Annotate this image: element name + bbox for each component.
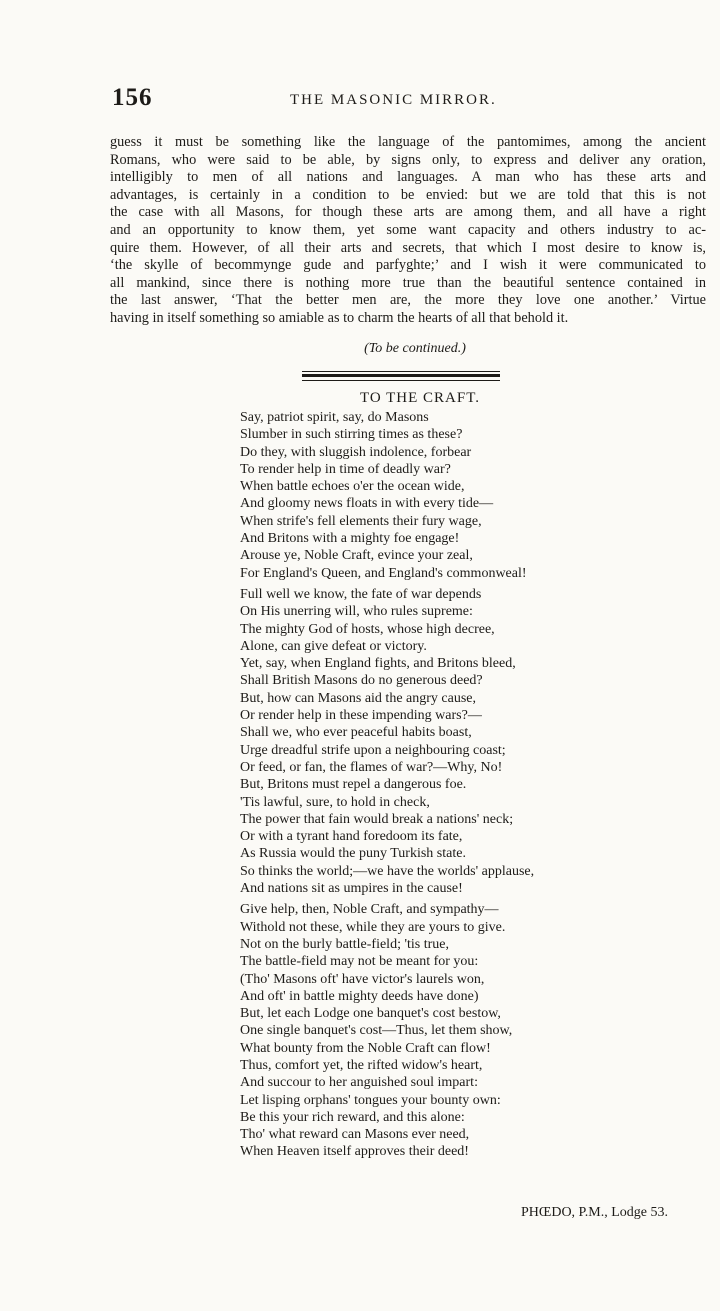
poem-line: And Britons with a mighty foe engage! xyxy=(240,531,460,547)
poem-line: Thus, comfort yet, the rifted widow's heart, xyxy=(240,1057,483,1073)
section-divider-thin-bottom xyxy=(302,380,500,381)
poem-line: Slumber in such stirring times as these? xyxy=(240,427,463,443)
page-number: 156 xyxy=(112,84,153,111)
poem-line: But, Britons must repel a dangerous foe. xyxy=(240,777,467,793)
poem-line: The power that fain would break a nations' neck; xyxy=(240,811,514,827)
poem-line: And nations sit as umpires in the cause! xyxy=(240,881,463,897)
poem-line: To render help in time of deadly war? xyxy=(240,461,451,477)
poem-line: 'Tis lawful, sure, to hold in check, xyxy=(240,794,430,810)
prose-line: Romans, who were said to be able, by signs only, to express and deliver any oration, xyxy=(110,151,706,168)
prose-line: having in itself something so amiable as to charm the hearts of all that behold it. xyxy=(110,309,569,326)
poem-line: On His unerring will, who rules supreme: xyxy=(240,604,473,620)
section-divider-thin-top xyxy=(302,371,500,372)
prose-line: guess it must be something like the language of the pantomimes, among the ancient xyxy=(110,134,706,150)
poem-line: The battle-field may not be meant for you: xyxy=(240,954,479,970)
poem-line: Or feed, or fan, the flames of war?—Why, No! xyxy=(240,759,503,775)
prose-line: ‘the skylle of becommynge gude and parfyghte;’ and I wish it were communicated to xyxy=(110,257,706,274)
poem-line: But, how can Masons aid the angry cause, xyxy=(240,690,476,706)
poem-body xyxy=(240,409,680,1161)
poem-line: Be this your rich reward, and this alone: xyxy=(240,1109,465,1125)
prose-line: the last answer, ‘That the better men are, the more they love one another.’ Virtue xyxy=(110,292,706,309)
section-divider-thick xyxy=(302,374,500,377)
poem-line: Not on the burly battle-field; 'tis true, xyxy=(240,936,449,952)
poem-line: Or with a tyrant hand foredoom its fate, xyxy=(240,829,463,845)
poem-line: Do they, with sluggish indolence, forbear xyxy=(240,444,472,460)
poem-line: And gloomy news floats in with every tide— xyxy=(240,496,494,512)
prose-line: quire them. However, of all their arts and secrets, that which I most desire to know is, xyxy=(110,239,706,256)
continued-note: (To be continued.) xyxy=(364,341,466,356)
poem-line: (Tho' Masons oft' have victor's laurels won, xyxy=(240,971,485,987)
poem-line: Or render help in these impending wars?— xyxy=(240,708,482,724)
prose-line: the case with all Masons, for though these arts are among them, and all have a right xyxy=(110,204,706,221)
poem-line: When strife's fell elements their fury wage, xyxy=(240,513,482,529)
poem-signature: PHŒDO, P.M., Lodge 53. xyxy=(520,1205,668,1220)
poem-line: Give help, then, Noble Craft, and sympathy— xyxy=(240,902,499,918)
poem-line: When battle echoes o'er the ocean wide, xyxy=(240,479,465,495)
poem-line: Arouse ye, Noble Craft, evince your zeal, xyxy=(240,548,473,564)
poem-line: Shall we, who ever peaceful habits boast, xyxy=(240,725,472,741)
poem-line: But, let each Lodge one banquet's cost bestow, xyxy=(240,1006,501,1022)
poem-line: For England's Queen, and England's commonweal! xyxy=(240,565,527,581)
poem-line: As Russia would the puny Turkish state. xyxy=(240,846,466,862)
poem-line: Say, patriot spirit, say, do Masons xyxy=(240,410,429,425)
poem-line: Full well we know, the fate of war depends xyxy=(240,586,482,602)
poem-line: When Heaven itself approves their deed! xyxy=(240,1144,469,1160)
prose-line: all mankind, since there is nothing more true than the beautiful sentence contained in xyxy=(110,274,706,291)
poem-line: And oft' in battle mighty deeds have done) xyxy=(240,988,479,1004)
running-title: THE MASONIC MIRROR. xyxy=(290,92,497,108)
prose-line: and an opportunity to know them, yet some want capacity and others industry to ac- xyxy=(110,221,706,238)
poem-line: Tho' what reward can Masons ever need, xyxy=(240,1127,470,1143)
poem-line: So thinks the world;—we have the worlds' applause, xyxy=(240,863,535,879)
prose-paragraph xyxy=(110,134,706,328)
poem-line: One single banquet's cost—Thus, let them show, xyxy=(240,1023,513,1039)
prose-line: advantages, is certainly in a condition to be envied: but we are told that this is not xyxy=(110,186,706,203)
poem-line: And succour to her anguished soul impart: xyxy=(240,1075,478,1091)
poem-line: Let lisping orphans' tongues your bounty own: xyxy=(240,1092,501,1108)
poem-line: The mighty God of hosts, whose high decree, xyxy=(240,621,495,637)
poem-line: What bounty from the Noble Craft can flow! xyxy=(240,1040,491,1056)
poem-title: TO THE CRAFT. xyxy=(359,390,481,406)
poem-line: Urge dreadful strife upon a neighbouring coast; xyxy=(240,742,506,758)
poem-line: Yet, say, when England fights, and Britons bleed, xyxy=(240,656,516,672)
poem-line: Shall British Masons do no generous deed? xyxy=(240,673,483,689)
poem-line: Alone, can give defeat or victory. xyxy=(240,638,427,654)
page-header xyxy=(0,84,720,114)
prose-line: intelligibly to men of all nations and languages. A man who has these arts and xyxy=(110,169,706,186)
poem-line: Withold not these, while they are yours to give. xyxy=(240,919,506,935)
